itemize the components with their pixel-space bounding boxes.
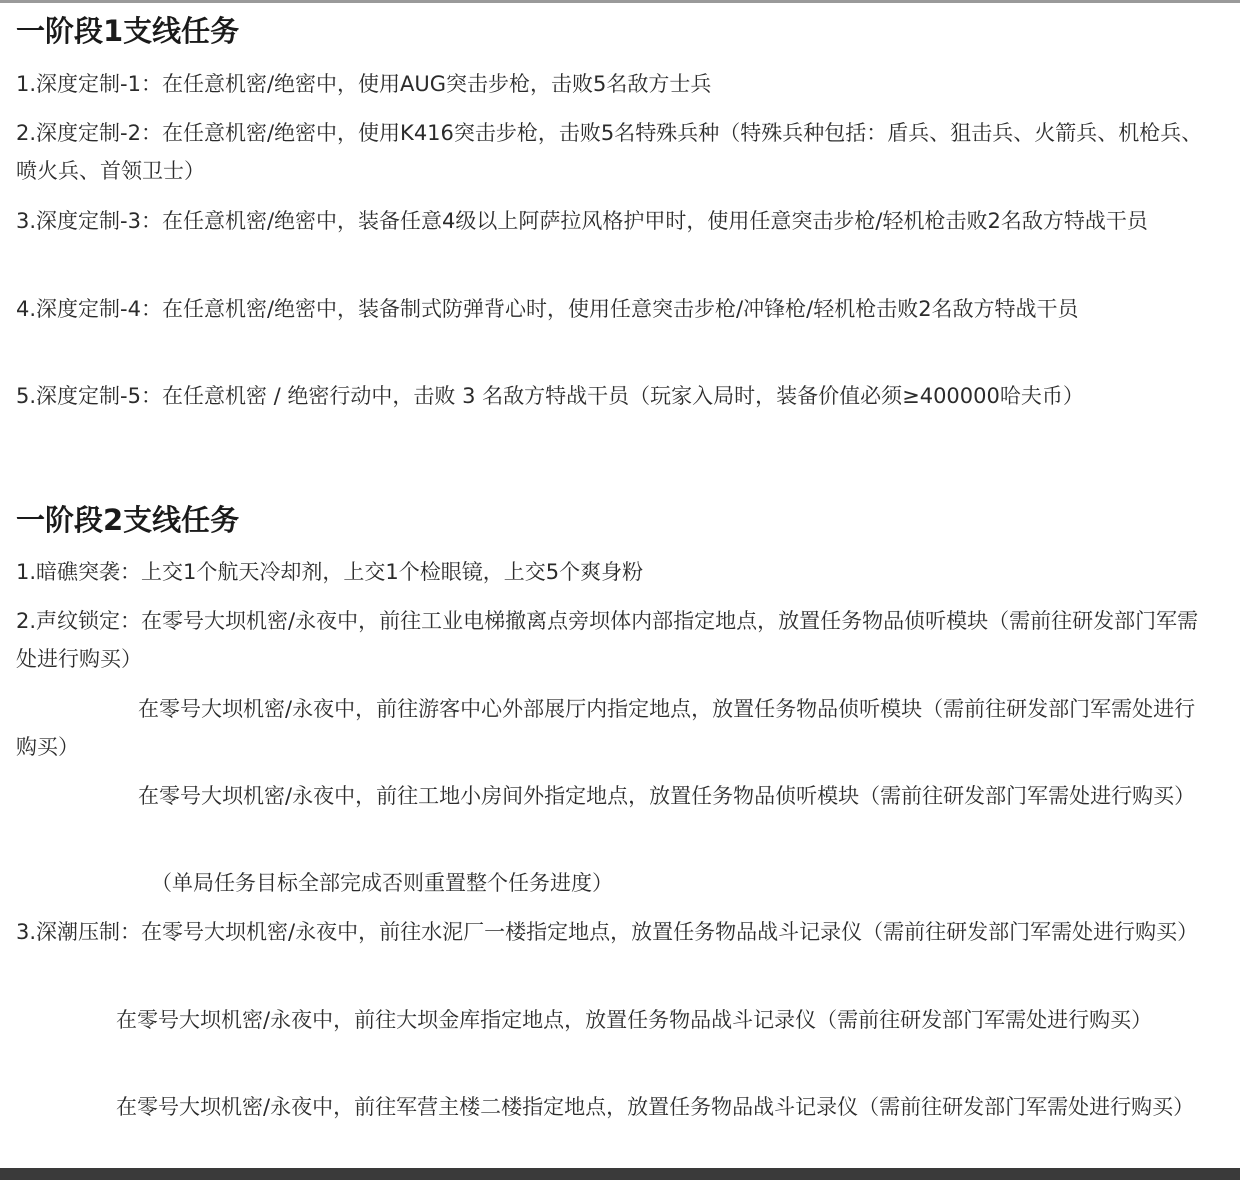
top-divider bbox=[0, 0, 1240, 3]
section2-title: 一阶段2支线任务 bbox=[16, 503, 240, 537]
section2-item-2-line-3: 在零号大坝机密/永夜中，前往工地小房间外指定地点，放置任务物品侦听模块（需前往研发部门军需处进行购买） bbox=[138, 784, 1196, 808]
section2-item-3-line-2: 在零号大坝机密/永夜中，前往大坝金库指定地点，放置任务物品战斗记录仪（需前往研发部门军需处进行购买） bbox=[116, 1008, 1153, 1032]
section1-item-4: 4.深度定制-4：在任意机密/绝密中，装备制式防弹背心时，使用任意突击步枪/冲锋枪/轻机枪击败2名敌方特战干员 bbox=[16, 297, 1079, 321]
section1-item-1: 1.深度定制-1：在任意机密/绝密中，使用AUG突击步枪，击败5名敌方士兵 bbox=[16, 72, 712, 96]
section2-item-2-note: （单局任务目标全部完成否则重置整个任务进度） bbox=[151, 871, 613, 895]
section1-title: 一阶段1支线任务 bbox=[16, 14, 240, 48]
section2-item-3-line-1: 3.深潮压制：在零号大坝机密/永夜中，前往水泥厂一楼指定地点，放置任务物品战斗记录仪（需前往研发部门军需处进行购买） bbox=[16, 920, 1199, 944]
section2-item-3-line-3: 在零号大坝机密/永夜中，前往军营主楼二楼指定地点，放置任务物品战斗记录仪（需前往研发部门军需处进行购买） bbox=[116, 1095, 1195, 1119]
section2-item-2-line-1: 2.声纹锁定：在零号大坝机密/永夜中，前往工业电梯撤离点旁坝体内部指定地点，放置任务物品侦听模块（需前往研发部门军需处进行购买） bbox=[16, 609, 1199, 671]
section2-item-1: 1.暗礁突袭：上交1个航天冷却剂，上交1个检眼镜，上交5个爽身粉 bbox=[16, 560, 644, 584]
section1-item-5: 5.深度定制-5：在任意机密 / 绝密行动中，击败 3 名敌方特战干员（玩家入局时，装备价值必须≥400000哈夫币） bbox=[16, 384, 1084, 408]
section1-item-3: 3.深度定制-3：在任意机密/绝密中，装备任意4级以上阿萨拉风格护甲时，使用任意突击步枪/轻机枪击败2名敌方特战干员 bbox=[16, 209, 1148, 233]
section1-item-2: 2.深度定制-2：在任意机密/绝密中，使用K416突击步枪，击败5名特殊兵种（特殊兵种包括：盾兵、狙击兵、火箭兵、机枪兵、喷火兵、首领卫士） bbox=[16, 121, 1203, 183]
section2-item-2-line-2: 在零号大坝机密/永夜中，前往游客中心外部展厅内指定地点，放置任务物品侦听模块（需前往研发部门军需处进行购买） bbox=[16, 697, 1196, 759]
bottom-bar bbox=[0, 1168, 1240, 1180]
